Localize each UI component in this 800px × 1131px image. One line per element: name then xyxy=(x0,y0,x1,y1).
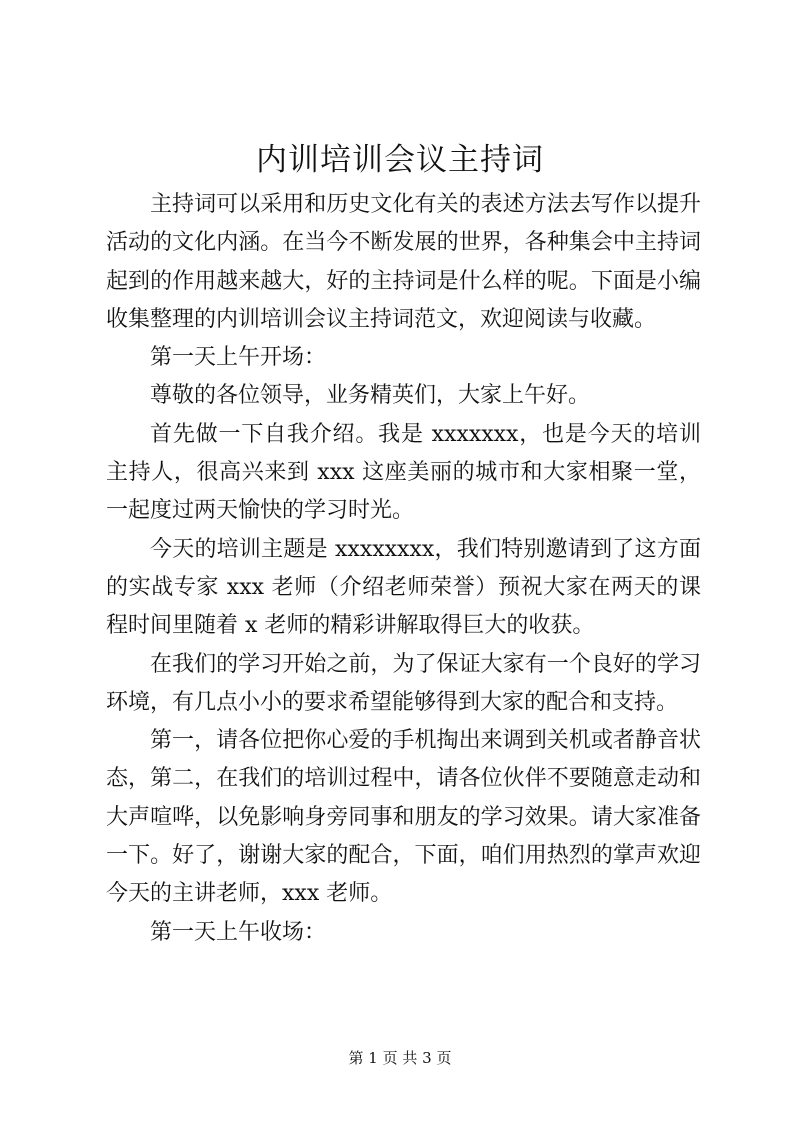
paragraph-rules: 第一，请各位把你心爱的手机掏出来调到关机或者静音状态，第二，在我们的培训过程中，请各位伙伴不要随意走动和大声喧哗，以免影响身旁同事和朋友的学习效果。请大家准备一下。好了，谢谢大家的配合，下面，咱们用热烈的掌声欢迎今天的主讲老师，xxx 老师。 xyxy=(106,728,701,907)
paragraph-day1-morning-closing: 第一天上午收场： xyxy=(150,919,327,945)
paragraph-self-introduction: 首先做一下自我介绍。我是 xxxxxxx，也是今天的培训主持人，很高兴来到 xxx 这座美丽的城市和大家相聚一堂，一起度过两天愉快的学习时光。 xyxy=(106,421,701,524)
paragraph-day1-morning-opening: 第一天上午开场： xyxy=(150,345,327,371)
paragraph-greeting: 尊敬的各位领导，业务精英们，大家上午好。 xyxy=(150,383,591,409)
paragraph-training-theme: 今天的培训主题是 xxxxxxxx，我们特别邀请到了这方面的实战专家 xxx 老师（介绍老师荣誉）预祝大家在两天的课程时间里随着 x 老师的精彩讲解取得巨大的收获。 xyxy=(106,536,701,639)
page-footer: 第 1 页 共 3 页 xyxy=(348,1049,452,1067)
paragraph-intro: 主持词可以采用和历史文化有关的表述方法去写作以提升活动的文化内涵。在当今不断发展的世界，各种集会中主持词起到的作用越来越大，好的主持词是什么样的呢。下面是小编收集整理的内训培训会议主持词范文，欢迎阅读与收藏。 xyxy=(106,192,701,332)
document-body xyxy=(106,186,701,952)
paragraph-requirements: 在我们的学习开始之前，为了保证大家有一个良好的学习环境，有几点小小的要求希望能够得到大家的配合和支持。 xyxy=(106,651,701,715)
document-title: 内训培训会议主持词 xyxy=(256,142,544,178)
